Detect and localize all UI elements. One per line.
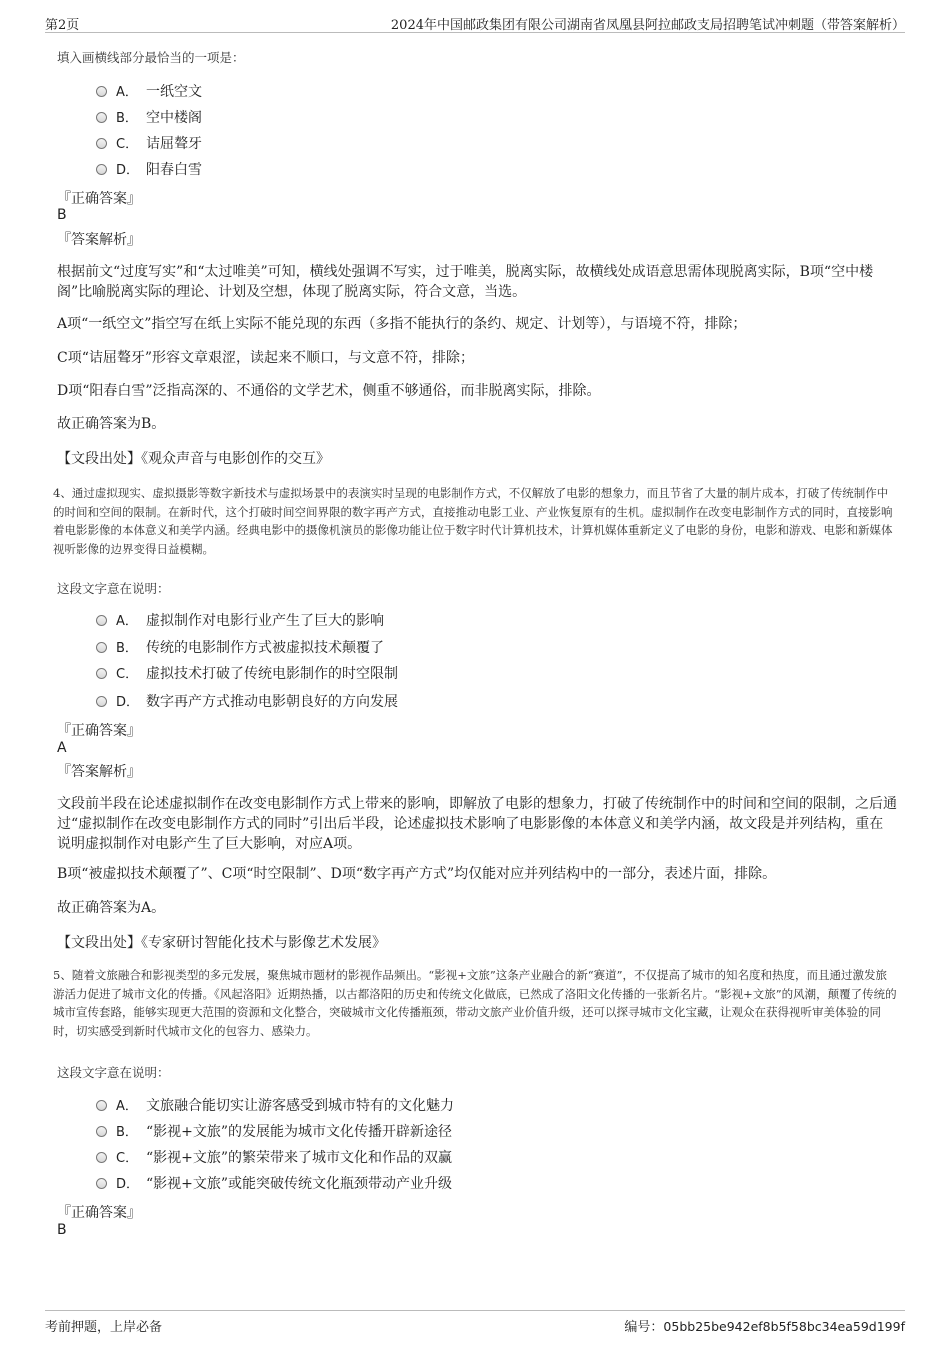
- radio-icon[interactable]: [96, 642, 107, 653]
- document-code: 编号：05bb25be942ef8b5f58bc34ea59d199f: [624, 1319, 905, 1335]
- radio-icon[interactable]: [96, 615, 107, 626]
- analysis-paragraph: B项“被虚拟技术颠覆了”、C项“时空限制”、D项“数字再产方式”均仅能对应并列结构中的一部分，表述片面，排除。: [57, 866, 777, 882]
- question-prompt: 填入画横线部分最恰当的一项是：: [57, 50, 245, 65]
- option-c[interactable]: C． 虚拟技术打破了传统电影制作的时空限制: [96, 664, 398, 684]
- analysis-paragraph: A项“一纸空文”指空写在纸上实际不能兑现的东西（多指不能执行的条约、规定、计划等），与语境不符，排除；: [57, 316, 747, 332]
- analysis-paragraph: 根据前文“过度写实”和“太过唯美”可知，横线处强调不写实，过于唯美，脱离实际，故横线处成语意思需体现脱离实际，B项“空中楼阁”比喻脱离实际的理论、计划及空想，体现了脱离实际，符合文意，当选。: [57, 264, 874, 300]
- page-number: 第2页: [45, 18, 80, 33]
- option-c[interactable]: C． 诘屈聱牙: [96, 134, 202, 154]
- analysis-paragraph: 文段前半段在论述虚拟制作在改变电影制作方式上带来的影响，即解放了电影的想象力，打破了传统制作中的时间和空间的限制，之后通过“虚拟制作在改变电影制作方式的同时”引出后半段，论述虚拟技术影响了电影影像的本体意义和美学内涵，故文段是并列结构，重在说明虚拟制作对电影产生了巨大影响，对应A项。: [57, 796, 897, 852]
- option-b[interactable]: B． 空中楼阁: [96, 108, 202, 128]
- question-prompt: 这段文字意在说明：: [57, 1065, 170, 1080]
- option-a[interactable]: A． 虚拟制作对电影行业产生了巨大的影响: [96, 611, 384, 631]
- question-stem: 5、随着文旅融合和影视类型的多元发展，聚焦城市题材的影视作品频出。“影视+文旅”这条产业融合的新“赛道”，不仅提高了城市的知名度和热度，而且通过激发旅游活力促进了城市文化的传播。《风起洛阳》近期热播，以古都洛阳的历史和传统文化做底，已然成了洛阳文化传播的一张新名片。“影视+文旅”的风潮，颠覆了传统的城市宣传套路，能够实现更大范围的资源和文化整合，突破城市文化传播瓶颈，带动文旅产业价值升级，还可以探寻城市文化宝藏，让观众在获得视听审美体验的同时，切实感受到新时代城市文化的包容力、感染力。: [53, 968, 897, 1038]
- option-b[interactable]: B． “影视+文旅”的发展能为城市文化传播开辟新途径: [96, 1122, 452, 1142]
- question-stem: 4、通过虚拟现实、虚拟摄影等数字新技术与虚拟场景中的表演实时呈现的电影制作方式，不仅解放了电影的想象力，而且节省了大量的制片成本，打破了传统制作中的时间和空间的限制。在新时代，这个打破时间空间界限的数字再产方式，直接推动电影工业、产业恢复原有的生机。虚拟制作在改变电影制作方式的同时，直接影响着电影影像的本体意义和美学内涵。经典电影中的摄像机演员的影像功能让位于数字时代计算机技术，计算机媒体重新定义了电影的身份，电影和游戏、电影和新媒体视听影像的边界变得日益模糊。: [53, 486, 893, 556]
- radio-icon[interactable]: [96, 696, 107, 707]
- analysis-label: 『答案解析』: [57, 232, 141, 248]
- question-prompt: 这段文字意在说明：: [57, 581, 170, 596]
- option-d[interactable]: D． 阳春白雪: [96, 160, 202, 180]
- option-b[interactable]: B． 传统的电影制作方式被虚拟技术颠覆了: [96, 638, 384, 658]
- option-d[interactable]: D． 数字再产方式推动电影朝良好的方向发展: [96, 692, 398, 712]
- answer-value: B: [57, 207, 67, 223]
- radio-icon[interactable]: [96, 1178, 107, 1189]
- radio-icon[interactable]: [96, 112, 107, 123]
- page-header: [45, 10, 905, 33]
- option-a[interactable]: A． 文旅融合能切实让游客感受到城市特有的文化魅力: [96, 1096, 454, 1116]
- document-title: 2024年中国邮政集团有限公司湖南省凤凰县阿拉邮政支局招聘笔试冲刺题（带答案解析）: [390, 18, 905, 33]
- radio-icon[interactable]: [96, 86, 107, 97]
- option-d[interactable]: D． “影视+文旅”或能突破传统文化瓶颈带动产业升级: [96, 1174, 452, 1194]
- analysis-paragraph: 故正确答案为A。: [57, 900, 166, 916]
- source-citation: 【文段出处】《专家研讨智能化技术与影像艺术发展》: [57, 935, 386, 951]
- radio-icon[interactable]: [96, 1152, 107, 1163]
- radio-icon[interactable]: [96, 668, 107, 679]
- answer-value: A: [57, 740, 67, 756]
- page-footer: [45, 1310, 905, 1335]
- radio-icon[interactable]: [96, 1126, 107, 1137]
- answer-value: B: [57, 1222, 67, 1238]
- footer-slogan: 考前押题，上岸必备: [45, 1320, 163, 1335]
- radio-icon[interactable]: [96, 164, 107, 175]
- answer-label: 『正确答案』: [57, 191, 141, 207]
- radio-icon[interactable]: [96, 1100, 107, 1111]
- source-citation: 【文段出处】《观众声音与电影创作的交互》: [57, 451, 330, 467]
- option-c[interactable]: C． “影视+文旅”的繁荣带来了城市文化和作品的双赢: [96, 1148, 452, 1168]
- analysis-paragraph: D项“阳春白雪”泛指高深的、不通俗的文学艺术，侧重不够通俗，而非脱离实际，排除。: [57, 383, 601, 399]
- answer-label: 『正确答案』: [57, 1205, 141, 1221]
- analysis-paragraph: C项“诘屈聱牙”形容文章艰涩，读起来不顺口，与文意不符，排除；: [57, 350, 475, 366]
- option-a[interactable]: A． 一纸空文: [96, 82, 202, 102]
- analysis-paragraph: 故正确答案为B。: [57, 416, 166, 432]
- answer-label: 『正确答案』: [57, 723, 141, 739]
- radio-icon[interactable]: [96, 138, 107, 149]
- analysis-label: 『答案解析』: [57, 764, 141, 780]
